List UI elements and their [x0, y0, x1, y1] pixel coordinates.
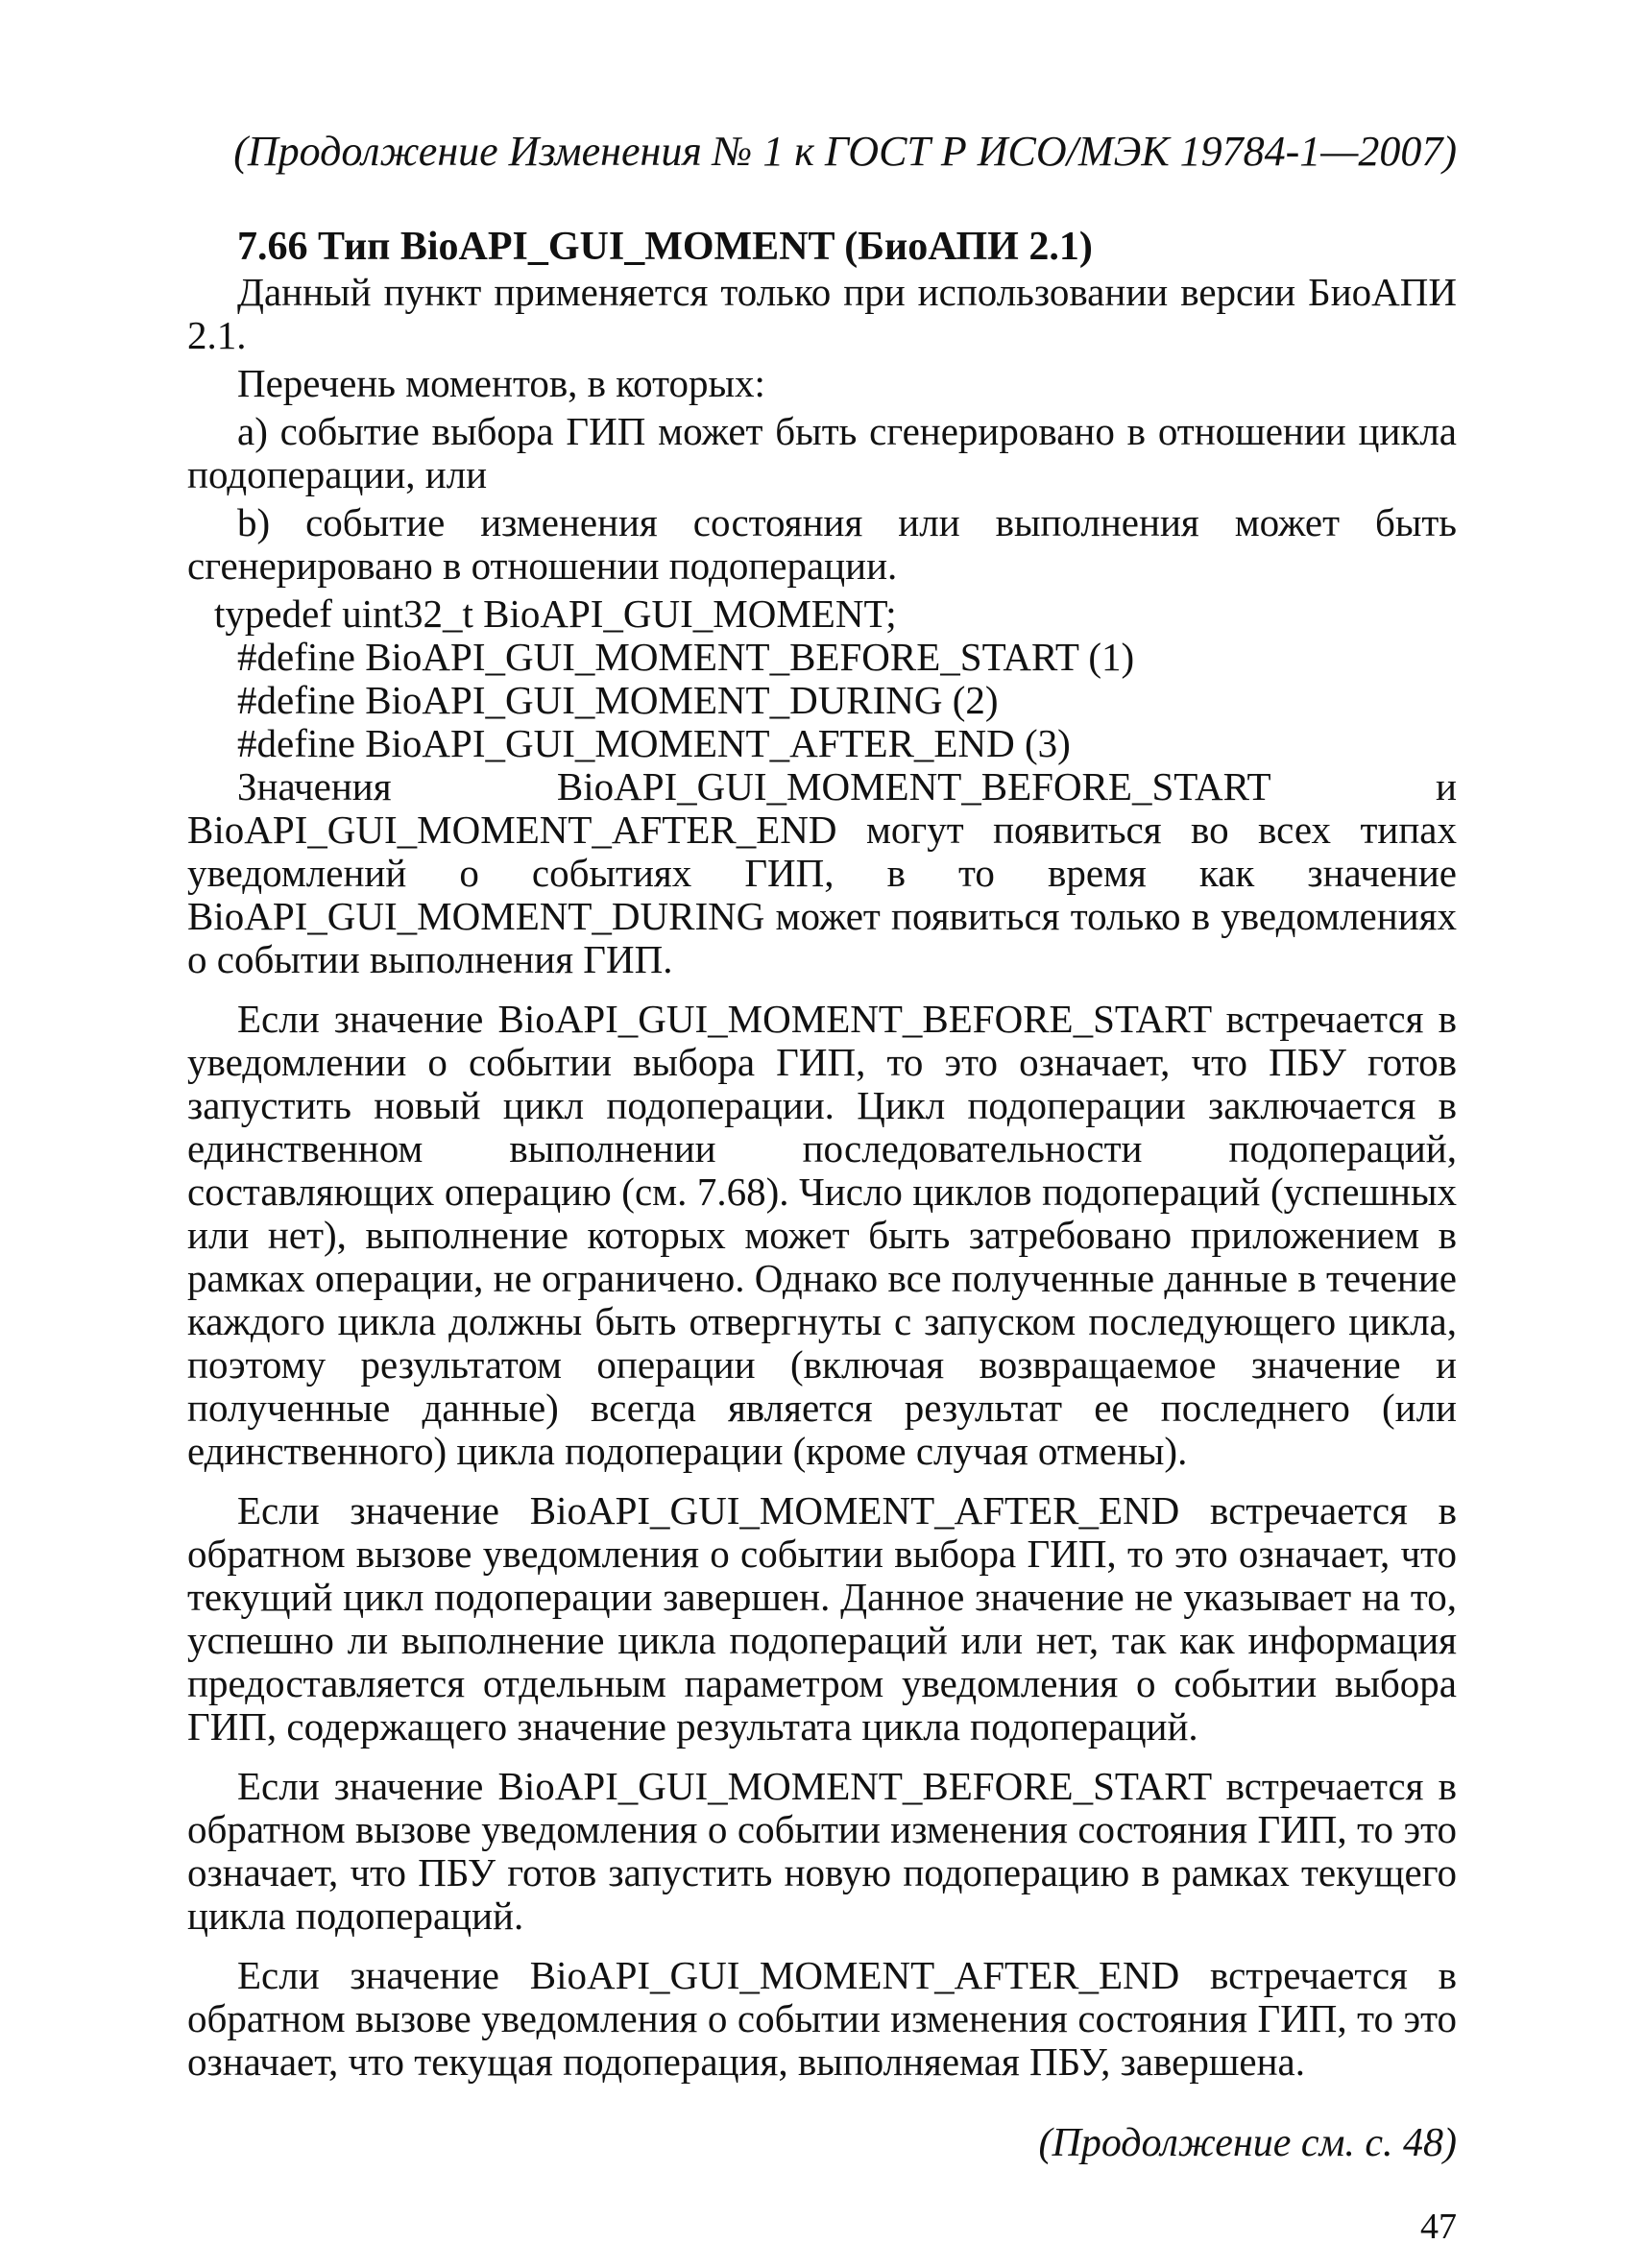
list-item-a: а) событие выбора ГИП может быть сгенерировано в отношении цикла подоперации, или	[187, 409, 1457, 496]
paragraph: Данный пункт применяется только при использовании версии БиоАПИ 2.1.	[187, 270, 1457, 357]
paragraph: Значения BioAPI_GUI_MOMENT_BEFORE_START и BioAPI_GUI_MOMENT_AFTER_END могут появиться во всех типах уведомлений о событиях ГИП, в то время как значение BioAPI_GUI_MOMENT_DURING может появиться только в уведомлениях о событии выполнения ГИП.	[187, 764, 1457, 981]
paragraph: Если значение BioAPI_GUI_MOMENT_BEFORE_START встречается в обратном вызове уведомления о событии изменения состояния ГИП, то это означает, что ПБУ готов запустить новую подоперацию в рамках текущего цикла подопераций.	[187, 1764, 1457, 1938]
list-item-b: b) событие изменения состояния или выполнения может быть сгенерировано в отношении подоперации.	[187, 500, 1457, 588]
code-define-before-start: #define BioAPI_GUI_MOMENT_BEFORE_START (1)	[237, 635, 1135, 679]
page-number: 47	[1420, 2207, 1457, 2247]
paragraph: Перечень моментов, в которых:	[237, 361, 765, 405]
continuation-header: (Продолжение Изменения № 1 к ГОСТ Р ИСО/МЭК 19784-1—2007)	[233, 128, 1457, 175]
paragraph: Если значение BioAPI_GUI_MOMENT_AFTER_END встречается в обратном вызове уведомления о событии изменения состояния ГИП, то это означает, что текущая подоперация, выполняемая ПБУ, завершена.	[187, 1953, 1457, 2084]
code-typedef: typedef uint32_t BioAPI_GUI_MOMENT;	[214, 591, 897, 636]
page-content	[187, 223, 1457, 2088]
code-define-after-end: #define BioAPI_GUI_MOMENT_AFTER_END (3)	[237, 721, 1071, 765]
code-define-during: #define BioAPI_GUI_MOMENT_DURING (2)	[237, 678, 999, 722]
section-title: 7.66 Тип BioAPI_GUI_MOMENT (БиоАПИ 2.1)	[237, 225, 1093, 269]
continuation-footer: (Продолжение см. с. 48)	[1038, 2121, 1457, 2165]
paragraph: Если значение BioAPI_GUI_MOMENT_BEFORE_START встречается в уведомлении о событии выбора ГИП, то это означает, что ПБУ готов запустить новый цикл подоперации. Цикл подоперации заключается в единственном выполнении последовательности подопераций, составляющих операцию (см. 7.68). Число циклов подопераций (успешных или нет), выполнение которых может быть затребовано приложением в рамках операции, не ограничено. Однако все полученные данные в течение каждого цикла должны быть отвергнуты с запуском последующего цикла, поэтому результатом операции (включая возвращаемое значение и полученные данные) всегда является результат ее последнего (или единственного) цикла подоперации (кроме случая отмены).	[187, 997, 1457, 1473]
paragraph: Если значение BioAPI_GUI_MOMENT_AFTER_END встречается в обратном вызове уведомления о событии выбора ГИП, то это означает, что текущий цикл подоперации завершен. Данное значение не указывает на то, успешно ли выполнение цикла подопераций или нет, так как информация предоставляется отдельным параметром уведомления о событии выбора ГИП, содержащего значение результата цикла подопераций.	[187, 1488, 1457, 1749]
